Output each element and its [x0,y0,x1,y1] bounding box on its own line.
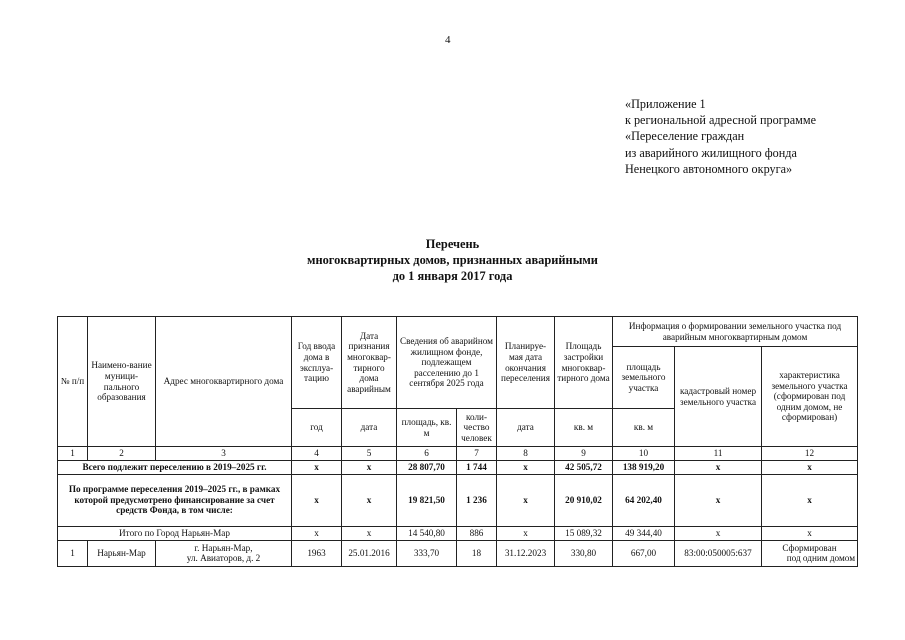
column-number: 9 [555,447,613,461]
cell-num: 1 [58,540,88,566]
header-year: Год ввода дома в эксплуа-тацию [292,317,342,409]
cell-cadastral: х [675,460,762,474]
column-number: 8 [497,447,555,461]
column-number: 2 [88,447,156,461]
cell-people: 1 744 [457,460,497,474]
cell-land: 49 344,40 [613,526,675,540]
cell-date: х [342,474,397,526]
address-line: г. Нарьян-Мар, [194,542,253,553]
header-num: № п/п [58,317,88,447]
cell-date: 25.01.2016 [342,540,397,566]
appendix-line: «Приложение 1 [625,97,706,111]
cell-land: 64 202,40 [613,474,675,526]
appendix-line: к региональной адресной программе [625,113,817,128]
column-number: 5 [342,447,397,461]
cell-municipality: Нарьян-Мар [88,540,156,566]
column-number: 6 [397,447,457,461]
header-municipality: Наимено-вание муници-пального образования [88,317,156,447]
column-number: 1 [58,447,88,461]
cell-build: 42 505,72 [555,460,613,474]
cell-people: 1 236 [457,474,497,526]
column-number: 4 [292,447,342,461]
table-row-city [58,526,858,540]
cell-year: 1963 [292,540,342,566]
table-row-program [58,474,858,526]
characteristic-line: Сформирован [782,542,837,553]
column-number: 11 [675,447,762,461]
cell-build: 20 910,02 [555,474,613,526]
column-number: 3 [156,447,292,461]
header-characteristic: характеристика земельного участка (сформирован под одним домом, не сформирован) [762,347,858,447]
appendix-line: Ненецкого автономного округа» [625,161,793,176]
cell-plan: х [497,526,555,540]
header-cadastral: кадастровый номер земельного участка [675,347,762,447]
subheader-year: год [292,409,342,447]
cell-characteristic: х [762,474,858,526]
header-land-info: Информация о формировании земельного участка под аварийным многоквартирным домом [613,317,858,347]
header-land-area: площадь земельного участка [613,347,675,409]
header-address: Адрес многоквартирного дома [156,317,292,447]
cell-cadastral: х [675,474,762,526]
cell-area: 333,70 [397,540,457,566]
column-number: 10 [613,447,675,461]
cell-people: 18 [457,540,497,566]
address-line: ул. Авиаторов, д. 2 [186,553,261,564]
subheader-build: кв. м [555,409,613,447]
header-fund-info: Сведения об аварийном жилищном фонде, подлежащем расселению до 1 сентября 2025 года [397,317,497,409]
cell-land: 138 919,20 [613,460,675,474]
title-line: до 1 января 2017 года [392,269,513,283]
title-line: Перечень [425,237,480,251]
appendix-line: из аварийного жилищного фонда [625,145,797,160]
table-row [58,540,858,566]
cell-plan: 31.12.2023 [497,540,555,566]
cell-area: 14 540,80 [397,526,457,540]
cell-area: 19 821,50 [397,474,457,526]
appendix-line: «Переселение граждан [625,129,745,144]
column-number: 12 [762,447,858,461]
cell-characteristic [762,540,858,566]
cell-area: 28 807,70 [397,460,457,474]
cell-year: х [292,474,342,526]
cell-year: х [292,526,342,540]
cell-build: 330,80 [555,540,613,566]
characteristic-line: под одним домом [786,553,856,564]
cell-cadastral: 83:00:050005:637 [675,540,762,566]
subheader-area: площадь, кв. м [397,409,457,447]
cell-plan: х [497,474,555,526]
row-label: Итого по Город Нарьян-Мар [58,526,292,540]
cell-cadastral: х [675,526,762,540]
subheader-land-area: кв. м [613,409,675,447]
cell-characteristic: х [762,460,858,474]
housing-list-table [57,316,858,567]
cell-year: х [292,460,342,474]
row-label: Всего подлежит переселению в 2019–2025 гг. [58,460,292,474]
cell-date: х [342,526,397,540]
cell-address [156,540,292,566]
cell-characteristic: х [762,526,858,540]
cell-people: 886 [457,526,497,540]
cell-plan: х [497,460,555,474]
column-number-row [58,447,858,461]
cell-build: 15 089,32 [555,526,613,540]
subheader-plan: дата [497,409,555,447]
page-number: 4 [445,34,451,46]
cell-land: 667,00 [613,540,675,566]
header-planned-date: Планируе-мая дата окончания переселения [497,317,555,409]
subheader-people: коли-чество человек [457,409,497,447]
title-line: многоквартирных домов, признанных аварийными [307,253,598,267]
document-title [0,236,905,284]
appendix-note [625,96,816,177]
row-label: По программе переселения 2019–2025 гг., в рамках которой предусмотрено финансирование за счет средств Фонда, в том числе: [58,474,292,526]
subheader-date: дата [342,409,397,447]
column-number: 7 [457,447,497,461]
cell-date: х [342,460,397,474]
header-build-area: Площадь застройки многоквар-тирного дома [555,317,613,409]
table-row-total [58,460,858,474]
header-recognition-date: Дата признания многоквар-тирного дома аварийным [342,317,397,409]
